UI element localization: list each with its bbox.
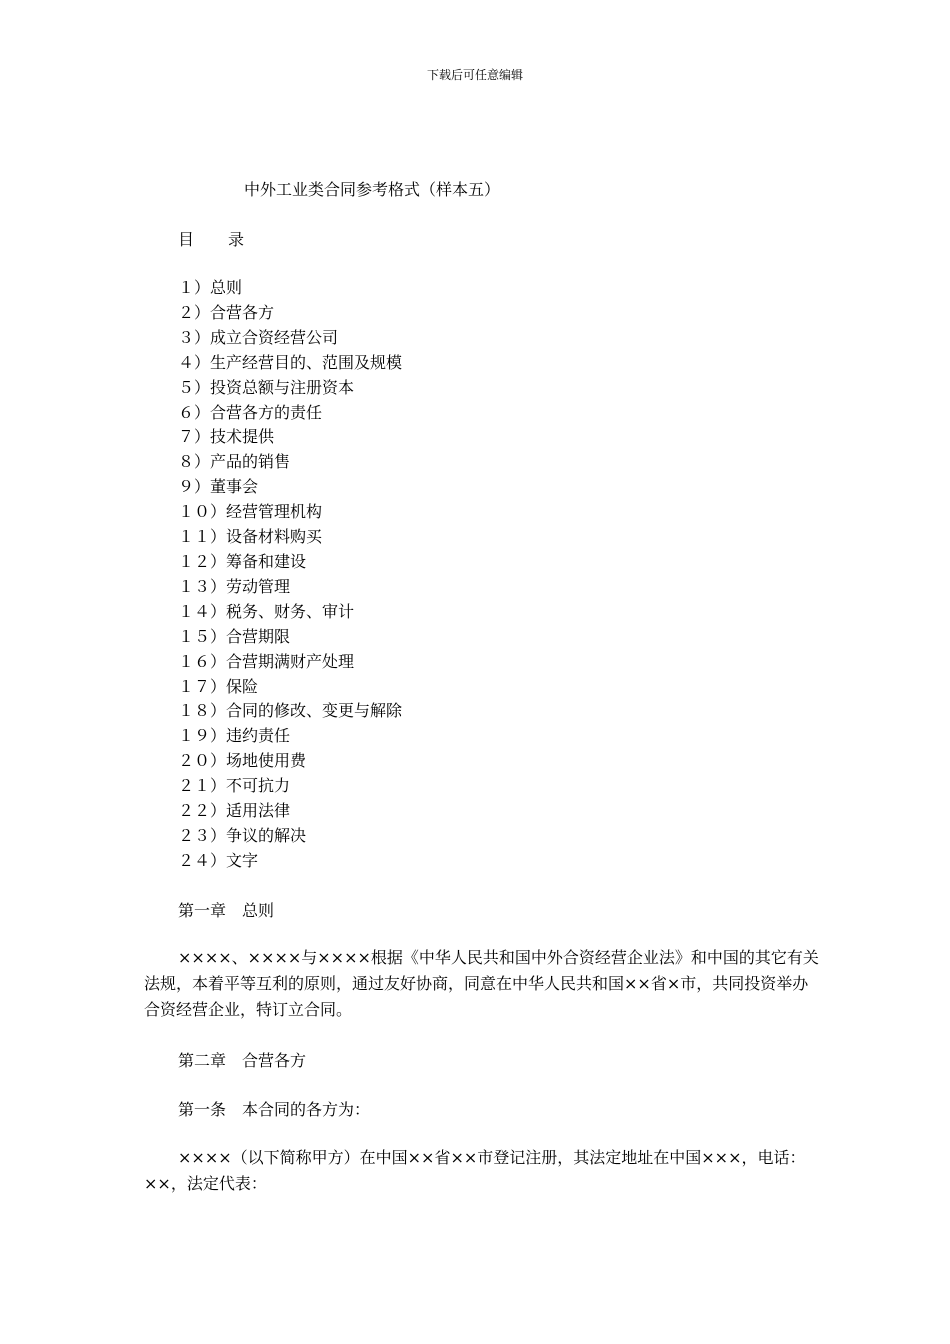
document-title: 中外工业类合同参考格式（样本五） bbox=[244, 180, 501, 199]
toc-item: １２）筹备和建设 bbox=[178, 551, 307, 571]
toc-item: １８）合同的修改、变更与解除 bbox=[178, 701, 403, 721]
header-note: 下载后可任意编辑 bbox=[426, 68, 523, 82]
toc-item: １４）税务、财务、审计 bbox=[178, 601, 355, 621]
article-1-body: ××××（以下简称甲方）在中国××省××市登记注册，其法定地址在中国×××，电话：××，法定代表： bbox=[144, 1148, 806, 1193]
article-1-heading: 第一条 本合同的各方为： bbox=[178, 1100, 371, 1119]
toc-heading-part-2: 录 bbox=[228, 230, 245, 249]
toc-item: １）总则 bbox=[178, 278, 243, 297]
toc-item: ２４）文字 bbox=[178, 850, 259, 870]
toc-item: ２２）适用法律 bbox=[178, 801, 291, 821]
chapter-1-heading: 第一章 总则 bbox=[178, 901, 275, 920]
toc-item: １５）合营期限 bbox=[178, 626, 291, 646]
toc-item: ２３）争议的解决 bbox=[178, 825, 307, 845]
toc-heading-part-1: 目 bbox=[178, 230, 195, 249]
toc-item: ５）投资总额与注册资本 bbox=[178, 377, 355, 397]
toc-heading bbox=[178, 227, 244, 250]
toc-item: ３）成立合资经营公司 bbox=[178, 327, 339, 347]
toc-item: １１）设备材料购买 bbox=[178, 527, 323, 547]
toc-item: ４）生产经营目的、范围及规模 bbox=[178, 352, 403, 372]
table-of-contents bbox=[178, 276, 402, 874]
chapter-2-heading: 第二章 合营各方 bbox=[178, 1051, 307, 1070]
toc-item: １６）合营期满财产处理 bbox=[178, 651, 355, 671]
toc-item: ８）产品的销售 bbox=[178, 452, 291, 472]
toc-item: ２）合营各方 bbox=[178, 302, 275, 322]
toc-item: １９）违约责任 bbox=[178, 726, 291, 746]
toc-item: １３）劳动管理 bbox=[178, 576, 291, 596]
toc-item: ２０）场地使用费 bbox=[178, 751, 307, 771]
toc-item: ７）技术提供 bbox=[178, 427, 275, 447]
toc-item: ２１）不可抗力 bbox=[178, 776, 291, 796]
toc-item: １０）经营管理机构 bbox=[178, 502, 323, 522]
toc-item: １７）保险 bbox=[178, 676, 259, 696]
toc-item: ６）合营各方的责任 bbox=[178, 402, 323, 422]
chapter-1-body: ××××、××××与××××根据《中华人民共和国中外合资经营企业法》和中国的其它有关法规，本着平等互利的原则，通过友好协商，同意在中华人民共和国××省×市，共同投资举办合资经营企业，特订立合同。 bbox=[144, 948, 819, 1019]
toc-item: ９）董事会 bbox=[178, 477, 259, 497]
